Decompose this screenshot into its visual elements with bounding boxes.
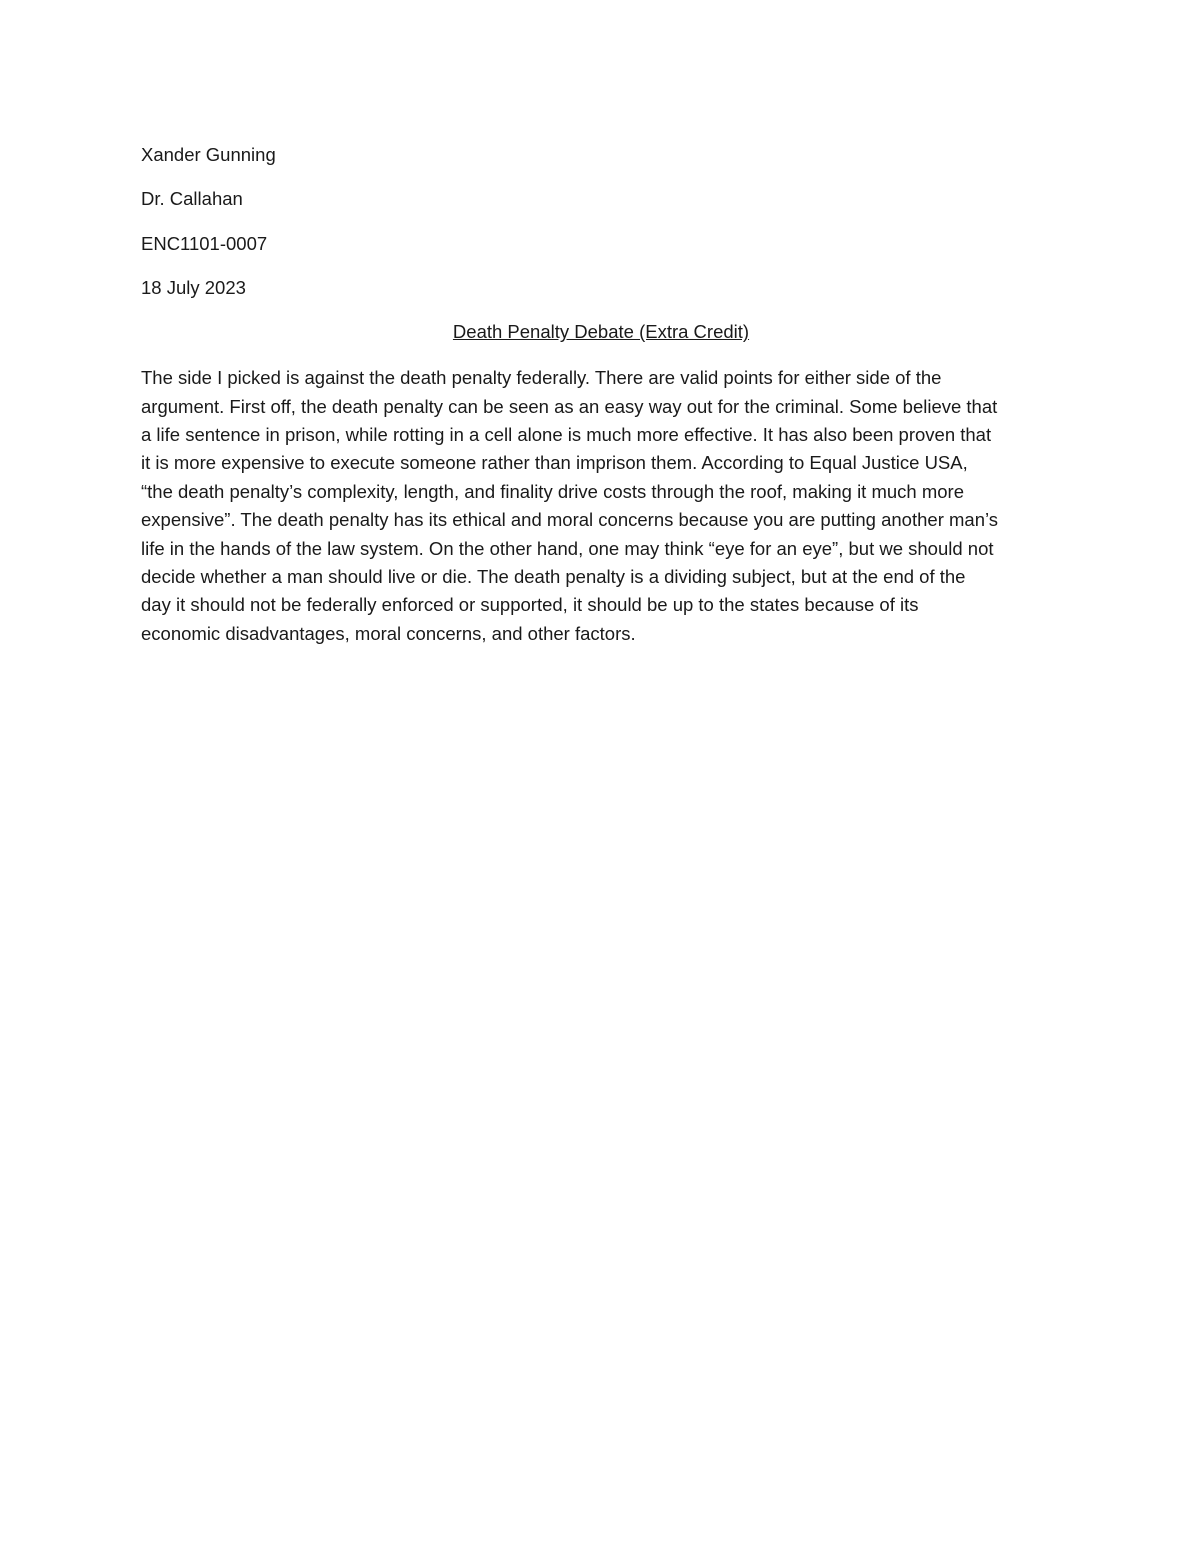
body-line: decide whether a man should live or die. The death penalty is a dividing subject, but at the end of the [141,565,966,587]
body-line: it is more expensive to execute someone rather than imprison them. According to Equal Justice USA, [141,452,968,474]
body-line: expensive”. The death penalty has its ethical and moral concerns because you are putting another man’s [141,509,999,531]
body-line: life in the hands of the law system. On the other hand, one may think “eye for an eye”, but we should not [141,537,994,559]
body-paragraph [141,364,1061,648]
instructor-name: Dr. Callahan [141,188,243,210]
document-title: Death Penalty Debate (Extra Credit) [452,321,750,343]
course-code: ENC1101-0007 [141,232,268,254]
body-line: The side I picked is against the death penalty federally. There are valid points for either side of the [141,367,942,389]
document-content [141,143,1061,648]
document-date: 18 July 2023 [141,276,246,298]
body-line: day it should not be federally enforced or supported, it should be up to the states because of its [141,594,919,616]
body-line: economic disadvantages, moral concerns, and other factors. [141,622,636,644]
student-name: Xander Gunning [141,144,276,165]
body-line: a life sentence in prison, while rotting in a cell alone is much more effective. It has also been proven that [141,423,992,445]
body-line: argument. First off, the death penalty can be seen as an easy way out for the criminal. Some believe that [141,395,998,417]
body-line: “the death penalty’s complexity, length, and finality drive costs through the roof, making it much more [141,480,964,502]
